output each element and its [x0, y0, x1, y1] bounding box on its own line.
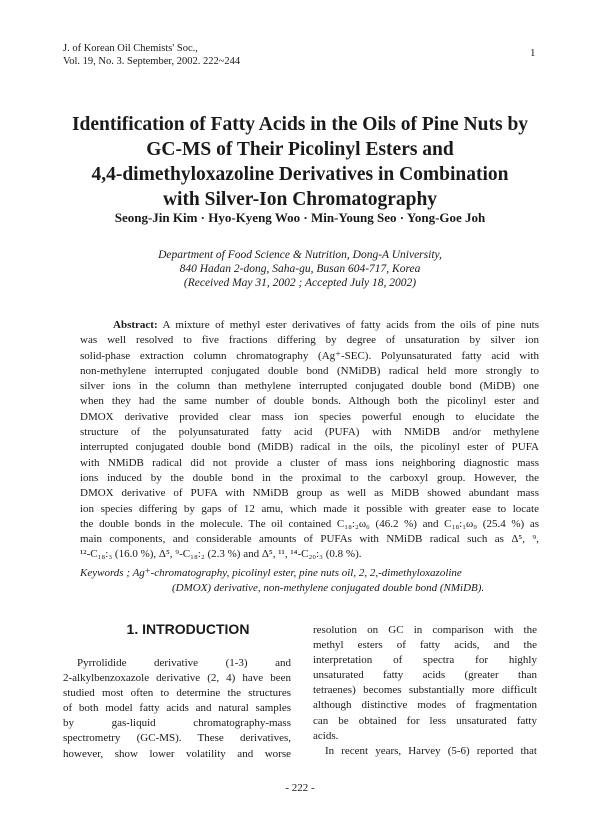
affiliation-line: Department of Food Science & Nutrition, Dong-A University, [158, 249, 442, 261]
body-line: of both model fatty acids and natural samples [63, 702, 291, 715]
abstract-line: structure of the polyunsaturated fatty acid (PUFA) with NMiDB and/or methylene [80, 426, 539, 439]
body-line: can be obtained for less unsaturated fatty [313, 714, 537, 727]
body-line: acids. [313, 729, 339, 742]
body-line: however, show lower volatility and worse [63, 747, 291, 760]
abstract [80, 318, 539, 563]
keywords-line: Ag⁺-chromatography, picolinyl ester, pine nuts oil, 2, 2,-dimethyloxazoline [132, 567, 462, 579]
body-line: unsaturated fatty acids (greater than [313, 669, 537, 682]
body-line: In recent years, Harvey (5-6) reported that [325, 744, 537, 757]
body-line: 2-alkylbenzoxazole derivative (2, 4) have been [63, 672, 291, 685]
abstract-line: the double bonds in the molecule. The oil contained C₁₈:₂ω₆ (46.2 %) and C₁₈:₁ω₉ (25.4 %) as [80, 517, 539, 530]
keywords-line: (DMOX) derivative, non-methylene conjugated double bond (NMiDB). [172, 582, 485, 595]
body-line: tetraenes) becomes substantially more difficult [313, 684, 537, 697]
abstract-line: solid-phase extraction column chromatography (Ag⁺-SEC). Polyunsaturated fatty acid with [80, 349, 539, 362]
abstract-line: ¹²-C₁₈:₃ (16.0 %), Δ⁵, ⁹-C₁₈:₂ (2.3 %) and Δ⁵, ¹¹, ¹⁴-C₂₀:₃ (0.8 %). [80, 548, 362, 561]
title-line: 4,4-dimethyloxazoline Derivatives in Combination [91, 164, 509, 185]
abstract-line: ions induced by the double bond in the proximal to the carboxyl group. However, the [80, 471, 539, 484]
abstract-line: when they had the same number of double bonds. Although both the picolinyl ester and [80, 395, 539, 408]
abstract-line: ion species differing by gaps of 12 amu, which made it possible with greater ease to locate [80, 502, 539, 515]
body-line: Pyrrolidide derivative (1-3) and [77, 657, 291, 669]
affiliation [40, 248, 560, 290]
body-line: resolution on GC in comparison with the [313, 624, 537, 636]
abstract-label: Abstract: [113, 319, 158, 331]
abstract-line: with NMiDB radical did not provide a cluster of mass ions neighboring diagnostic mass [80, 456, 539, 469]
page-number: 1 [530, 47, 536, 59]
body-column-right [313, 623, 537, 759]
abstract-line: main components, and considerable amounts of PUFAs with NMiDB radical such as Δ⁵, ⁹, [80, 533, 539, 546]
body-line: by gas-liquid chromatography-mass [63, 717, 291, 730]
body-line: interpretation of spectra for highly [313, 654, 537, 667]
abstract-line: interrupted conjugated double bond (MiDB) radical in the oils, the picolinyl ester of PUFA [80, 441, 539, 454]
journal-name: J. of Korean Oil Chemists' Soc., [63, 43, 198, 54]
title-line: GC-MS of Their Picolinyl Esters and [146, 139, 454, 160]
affiliation-line: 840 Hadan 2-dong, Saha-gu, Busan 604-717, Korea [179, 263, 421, 275]
paper-title [40, 112, 560, 212]
abstract-line: was well resolved to five fractions differing by degree of unsaturation by silver ion [80, 334, 539, 347]
journal-volume: Vol. 19, No. 3. September, 2002. 222~244 [63, 56, 241, 67]
journal-citation [63, 42, 240, 68]
section-heading: 1. INTRODUCTION [126, 621, 250, 637]
keywords [80, 566, 539, 597]
body-column-left [63, 656, 291, 762]
abstract-line: silver ions in the column than methylene interrupted conjugated double bond (MiDB) one [80, 380, 539, 393]
title-line: Identification of Fatty Acids in the Oils of Pine Nuts by [71, 114, 529, 135]
abstract-line: non-methylene interrupted conjugated double bond (NMiDB) radical held more strongly to [80, 364, 539, 377]
abstract-line: A mixture of methyl ester derivatives of fatty acids from the oils of pine nuts [162, 319, 539, 331]
author-list: Seong-Jin Kim · Hyo-Kyeng Woo · Min-Young Seo · Yong-Goe Joh [114, 210, 486, 225]
received-dates: (Received May 31, 2002 ; Accepted July 18, 2002) [183, 277, 417, 289]
abstract-line: DMOX derivative of PUFA with NMiDB group as well as MiDB showed abundant mass [80, 487, 539, 500]
abstract-line: DMOX derivative provided clear mass ion species powerful enough to elucidate the [80, 410, 539, 423]
body-line: although distinctive modes of fragmentation [313, 699, 537, 712]
title-line: with Silver-Ion Chromatography [162, 189, 438, 210]
page-footer: - 222 - [285, 782, 315, 794]
body-line: methyl esters of fatty acids, and the [313, 639, 537, 652]
keywords-label: Keywords ; [80, 567, 131, 579]
body-line: studied most often to determine the structures [63, 687, 291, 700]
body-line: spectrometry (GC-MS). These derivatives, [63, 732, 291, 745]
